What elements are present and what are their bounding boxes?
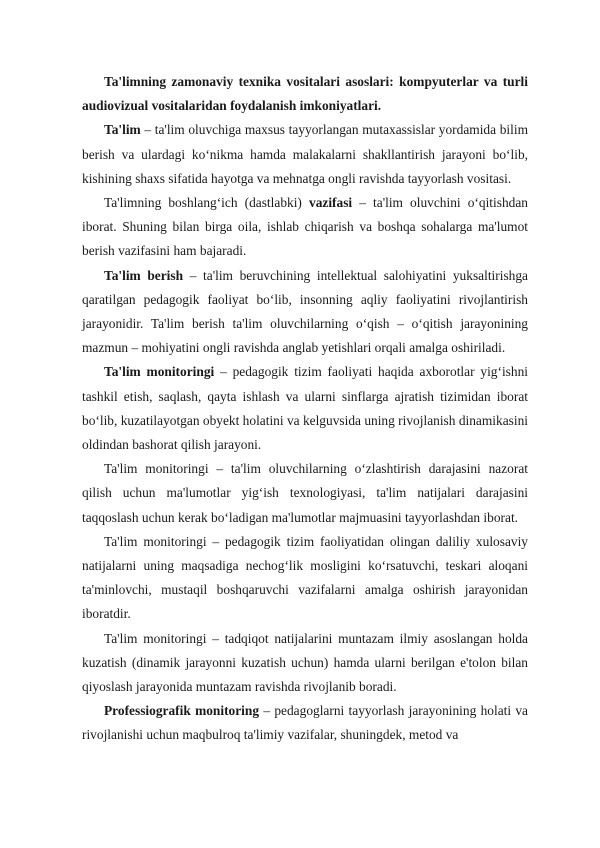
term-talim-monitoringi: Ta'lim monitoringi: [104, 364, 215, 380]
paragraph-text: Ta'lim monitoringi – tadqiqot natijalarini muntazam ilmiy asoslangan holda kuzatish (dinamik jarayonni kuzatish uchun) hamda ularni berilgan e'tolon bilan qiyoslash jarayonida muntazam ravishda rivojlanib boradi.: [82, 630, 528, 695]
term-talim-berish: Ta'lim berish: [104, 267, 184, 283]
paragraph-monitoring-4: [82, 627, 528, 700]
paragraph-monitoring-2: [82, 457, 528, 530]
paragraph-text: – ta'lim oluvchiga maxsus tayyorlangan mutaxassislar yordamida bilim berish va ulardagi ko‘nikma hamda malakalarni shakllantirish jarayoni bo‘lib, kishining shaxs sifatida hayotga va mehnatga ongli ravishda tayyorlash vositasi.: [82, 122, 528, 186]
document-body: [82, 70, 528, 748]
paragraph-text: – ta'lim beruvchining intellektual salohiyatini yuksaltirishga qaratilgan pedagogik faoliyat bo‘lib, insonning aqliy faoliyatini rivojlantirish jarayonidir. Ta'lim berish ta'lim oluvchilarning o‘qish – o‘qitish jarayonining mazmun – mohiyatini ongli ravishda anglab yetishlari orqali amalga oshiriladi.: [82, 267, 528, 356]
paragraph-vazifasi: [82, 191, 528, 264]
paragraph-professiografik: [82, 699, 528, 747]
paragraph-text: – ta'lim oluvchini o‘qitishdan iborat. Shuning bilan birga oila, ishlab chiqarish va boshqa sohalarga ma'lumot berish vazifasini ham bajaradi.: [82, 195, 528, 259]
term-professiografik-monitoring: Professiografik monitoring: [104, 703, 260, 719]
paragraph-text: – pedagoglarni tayyorlash jarayonining holati va rivojlanishi uchun maqbulroq ta'limiy vazifalar, shuningdek, metod va: [82, 703, 529, 743]
paragraph-talim-monitoringi: [82, 360, 528, 457]
paragraph-monitoring-3: [82, 530, 528, 627]
paragraph-lead: Ta'limning boshlang‘ich (dastlabki): [104, 195, 309, 211]
term-talim: Ta'lim: [104, 122, 141, 138]
term-vazifasi: vazifasi: [309, 195, 353, 211]
paragraph-text: – pedagogik tizim faoliyati haqida axborotlar yig‘ishni tashkil etish, saqlash, qayta ishlash va ularni sinflarga ajratish tizimidan iborat bo‘lib, kuzatilayotgan obyekt holatini va kelguvsida uning rivojlanish dinamikasini oldindan bashorat qilish jarayoni.: [82, 364, 528, 453]
document-title: Ta'limning zamonaviy texnika vositalari asoslari: kompyuterlar va turli audiovizual vositalaridan foydalanish imkoniyatlari.: [82, 74, 528, 114]
paragraph-text: Ta'lim monitoringi – pedagogik tizim faoliyatidan olingan daliliy xulosaviy natijalarni uning maqsadiga nechog‘lik mosligini ko‘rsatuvchi, teskari aloqani ta'minlovchi, mustaqil boshqaruvchi vazifalarni amalga oshirish jarayonidan iboratdir.: [82, 533, 528, 622]
paragraph-talim: [82, 118, 528, 191]
paragraph-talim-berish: [82, 264, 528, 361]
paragraph-text: Ta'lim monitoringi – ta'lim oluvchilarning o‘zlashtirish darajasini nazorat qilish uchun ma'lumotlar yig‘ish texnologiyasi, ta'lim natijalari darajasini taqqoslash uchun kerak bo‘ladigan ma'lumotlar majmuasini tayyorlashdan iborat.: [82, 461, 528, 525]
